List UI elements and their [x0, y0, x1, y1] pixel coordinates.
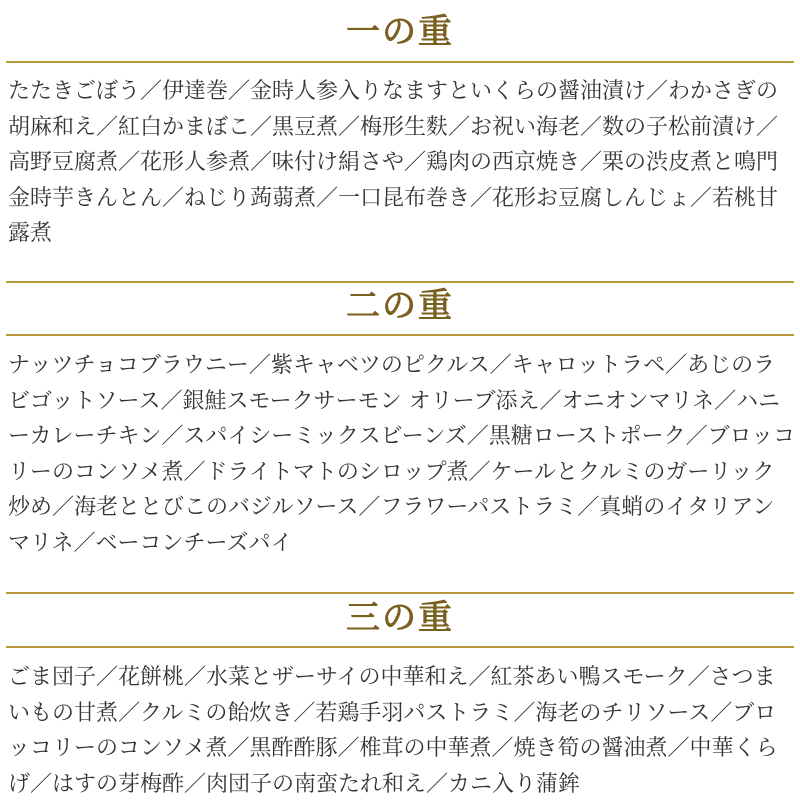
- section-divider: [6, 334, 794, 336]
- section-divider: [6, 61, 794, 63]
- section-divider: [6, 646, 794, 648]
- section-title: 一の重: [346, 12, 454, 52]
- menu-items-text: ごま団子／花餅桃／水菜とザーサイの中華和え／紅茶あい鴨スモーク／さつまいもの甘煮／クルミの飴炊き／若鶏手羽パストラミ／海老のチリソース／ブロッコリーのコンソメ煮／黒酢酢豚／椎茸の中華煮／焼き筍の醤油煮／中華くらげ／はすの芽梅酢／肉団子の南蛮たれ和え／カニ入り蒲鉾: [8, 665, 778, 797]
- menu-items-text: たたきごぼう／伊達巻／金時人参入りなますといくらの醤油漬け／わかさぎの胡麻和え／紅白かまぼこ／黒豆煮／梅形生麩／お祝い海老／数の子松前漬け／高野豆腐煮／花形人参煮／味付け絹さや／鶏肉の西京焼き／栗の渋皮煮と鳴門金時芋きんとん／ねじり蒟蒻煮／一口昆布巻き／花形お豆腐しんじょ／若桃甘露煮: [8, 79, 779, 246]
- menu-items-text: ナッツチョコブラウニー／紫キャベツのピクルス／キャロットラペ／あじのラビゴットソース／銀鮭スモークサーモン オリーブ添え／オニオンマリネ／ハニーカレーチキン／スパイシーミックスビーンズ／黒糖ローストポーク／ブロッコリーのコンソメ煮／ドライトマトのシロップ煮／ケールとクルミのガーリック炒め／海老ととびこのバジルソース／フラワーパストラミ／真蛸のイタリアンマリネ／ベーコンチーズパイ: [8, 353, 796, 556]
- section-title: 三の重: [346, 598, 454, 638]
- section-divider-top: [6, 592, 794, 594]
- section-title: 二の重: [346, 286, 454, 326]
- section-divider-top: [6, 281, 794, 283]
